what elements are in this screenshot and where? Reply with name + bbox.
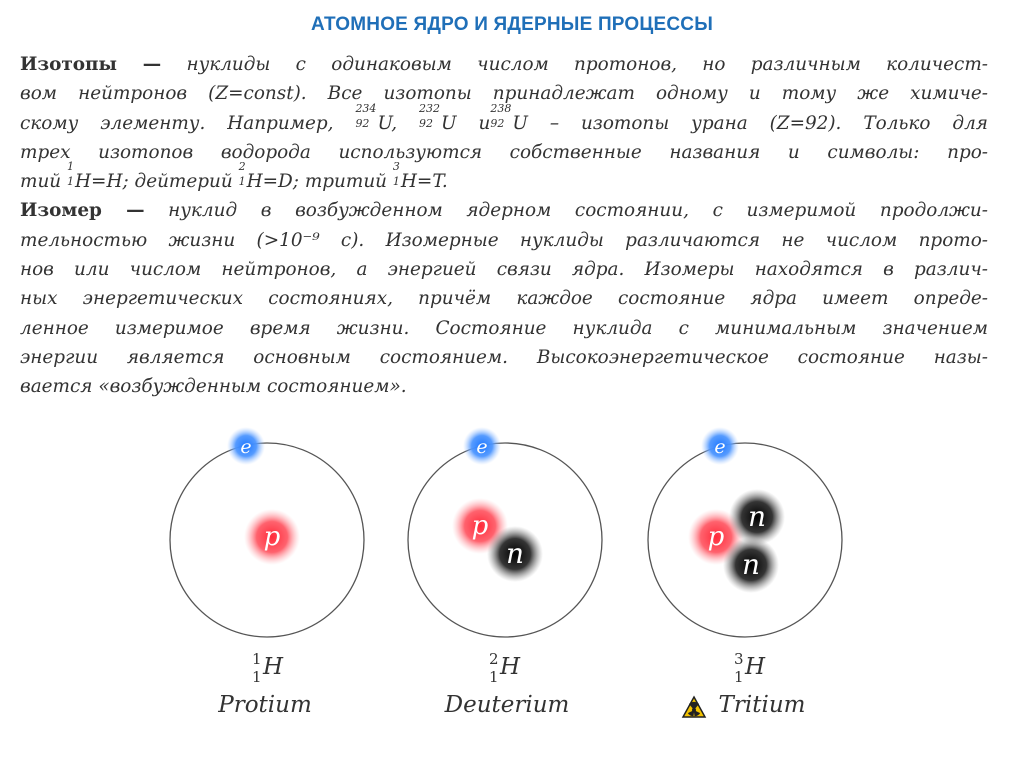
element-symbol: U — [512, 112, 528, 134]
element-symbol: H — [500, 654, 521, 680]
mass-number: 2 — [238, 160, 246, 174]
neutron-label: n — [741, 548, 761, 581]
neutron-label: n — [505, 537, 525, 570]
atomic-number: 1 — [238, 175, 246, 189]
atom-deuterium — [408, 427, 602, 637]
atomic-number: 1 — [252, 668, 262, 686]
deuterium-caption: Deuterium — [444, 692, 570, 718]
element-symbol: H=T. — [400, 171, 448, 193]
isotopes-text: тий — [20, 171, 62, 193]
electron-label: e — [476, 436, 488, 458]
isomer-line-7: вается «возбужденным состоянием». — [20, 376, 407, 398]
element-symbol: H — [263, 654, 284, 680]
protium-symbol — [252, 650, 292, 694]
isotope-h3 — [392, 160, 448, 196]
neutron-label: n — [747, 500, 767, 533]
mass-number: 3 — [392, 160, 400, 174]
isotopes-line-5 — [20, 160, 988, 196]
isomer-line-6: энергии является основным состоянием. Высокоэнергетическое состояние назы- — [20, 346, 988, 368]
atomic-number: 92 — [419, 116, 434, 130]
mass-number: 238 — [490, 101, 512, 115]
atomic-number: 1 — [392, 175, 400, 189]
element-symbol: H=D; — [246, 171, 299, 193]
isotopes-text: скому элементу. Например, — [20, 112, 334, 134]
tritium-symbol — [734, 650, 774, 694]
isotopes-line-4: трех изотопов водорода используются собственные названия и символы: про- — [20, 141, 988, 163]
atomic-number: 92 — [355, 116, 370, 130]
element-symbol: H=H; — [75, 171, 129, 193]
atomic-number: 1 — [489, 668, 499, 686]
mass-number: 1 — [252, 650, 262, 668]
tritium-caption: Tritium — [718, 692, 806, 718]
isotope-h2 — [238, 160, 299, 196]
atomic-number: 1 — [67, 175, 74, 189]
mass-number: 232 — [419, 101, 441, 115]
electron-label: e — [240, 436, 252, 458]
proton-label: p — [707, 522, 725, 552]
isotope-h1 — [67, 160, 129, 196]
isomer-term: Изомер — — [20, 200, 145, 222]
isotopes-line-3 — [20, 101, 988, 138]
isotopes-term: Изотопы — — [20, 54, 162, 75]
body-text — [20, 50, 988, 402]
mass-number: 3 — [734, 650, 744, 668]
deuterium-symbol — [489, 650, 529, 694]
isotopes-text: тритий — [304, 171, 388, 193]
isotopes-line-2: вом нейтронов (Z=const). Все изотопы принадлежат одному и тому же химиче- — [20, 83, 988, 105]
element-symbol: U — [441, 112, 457, 134]
mass-number: 2 — [489, 650, 499, 668]
isotopes-text: нуклиды с одинаковым числом протонов, но различным количест- — [186, 54, 988, 75]
element-symbol: U, — [377, 112, 398, 134]
electron-label: e — [714, 436, 726, 458]
isotopes-text: дейтерий — [134, 171, 233, 193]
atom-protium — [170, 427, 364, 637]
isomer-line-3: нов или числом нейтронов, а энергией связи ядра. Изомеры находятся в различ- — [20, 259, 988, 281]
mass-number: 234 — [355, 101, 377, 115]
atomic-number: 1 — [734, 668, 744, 686]
atomic-number: 92 — [490, 116, 505, 130]
isotopes-line-1 — [20, 50, 988, 79]
page-title: АТОМНОЕ ЯДРО И ЯДЕРНЫЕ ПРОЦЕССЫ — [310, 14, 714, 35]
isomer-line-2: тельностью жизни (>10⁻⁹ с). Изомерные нуклиды различаются не числом прото- — [20, 229, 988, 251]
isomer-text: нуклид в возбужденном ядерном состоянии, с измеримой продолжи- — [168, 200, 988, 222]
isotope-u238 — [490, 101, 528, 138]
isotope-u232 — [419, 101, 457, 138]
proton-label: p — [263, 522, 281, 552]
conjunction: и — [478, 112, 491, 134]
isomer-line-4: ных энергетических состояниях, причём каждое состояние ядра имеет опреде- — [20, 288, 988, 310]
mass-number: 1 — [67, 160, 74, 174]
protium-caption: Protium — [218, 692, 312, 718]
proton-label: p — [471, 511, 489, 541]
isomer-line-5: ленное измеримое время жизни. Состояние нуклида с минимальным значением — [20, 317, 988, 339]
atom-tritium — [648, 427, 842, 637]
isotopes-text: – изотопы урана (Z=92). Только для — [549, 112, 988, 134]
isomer-line-1 — [20, 196, 988, 225]
element-symbol: H — [745, 654, 766, 680]
isotope-u234 — [355, 101, 398, 138]
